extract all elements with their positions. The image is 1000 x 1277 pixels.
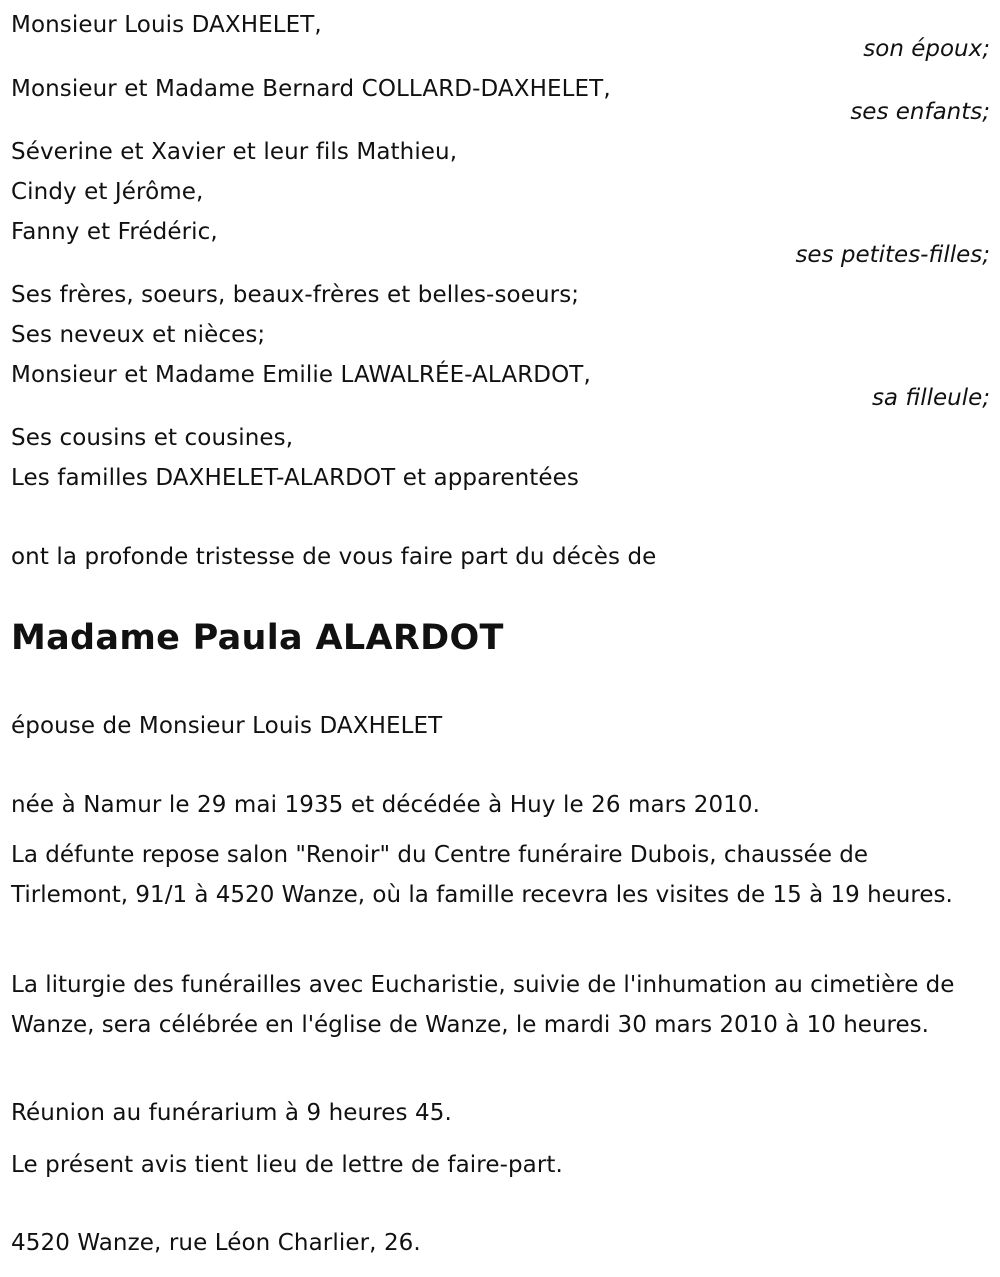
announcement-text: ont la profonde tristesse de vous faire part du décès de [11, 544, 657, 570]
family-line-families: Les familles DAXHELET-ALARDOT et apparentées [11, 465, 579, 491]
viewing-paragraph: La défunte repose salon "Renoir" du Centre funéraire Dubois, chaussée de Tirlemont, 91/1 à 4520 Wanze, où la famille recevra les visites de 15 à 19 heures. [11, 842, 953, 908]
liturgy-paragraph: La liturgie des funérailles avec Eucharistie, suivie de l'inhumation au cimetière de Wanze, sera célébrée en l'église de Wanze, le mardi 30 mars 2010 à 10 heures. [11, 972, 955, 1038]
family-line-granddaughter-3: Fanny et Frédéric, [11, 219, 218, 245]
relation-children: ses enfants; [850, 99, 990, 125]
notice-line: Le présent avis tient lieu de lettre de faire-part. [11, 1152, 563, 1178]
relation-husband: son époux; [863, 36, 990, 62]
family-line-goddaughter: Monsieur et Madame Emilie LAWALRÉE-ALARDOT, [11, 362, 591, 388]
family-line-granddaughter-1: Séverine et Xavier et leur fils Mathieu, [11, 139, 458, 165]
family-line-granddaughter-2: Cindy et Jérôme, [11, 179, 204, 205]
family-line-children: Monsieur et Madame Bernard COLLARD-DAXHELET, [11, 76, 611, 102]
deceased-name: Madame Paula ALARDOT [11, 618, 504, 658]
family-line-husband: Monsieur Louis DAXHELET, [11, 12, 322, 38]
address-line: 4520 Wanze, rue Léon Charlier, 26. [11, 1230, 421, 1256]
relation-granddaughters: ses petites-filles; [795, 242, 990, 268]
spouse-line: épouse de Monsieur Louis DAXHELET [11, 713, 443, 739]
relation-goddaughter: sa filleule; [871, 385, 990, 411]
family-line-siblings: Ses frères, soeurs, beaux-frères et belles-soeurs; [11, 282, 580, 308]
birth-death-line: née à Namur le 29 mai 1935 et décédée à Huy le 26 mars 2010. [11, 792, 761, 818]
meeting-line: Réunion au funérarium à 9 heures 45. [11, 1100, 452, 1126]
family-line-nephews: Ses neveux et nièces; [11, 322, 266, 348]
family-line-cousins: Ses cousins et cousines, [11, 425, 294, 451]
